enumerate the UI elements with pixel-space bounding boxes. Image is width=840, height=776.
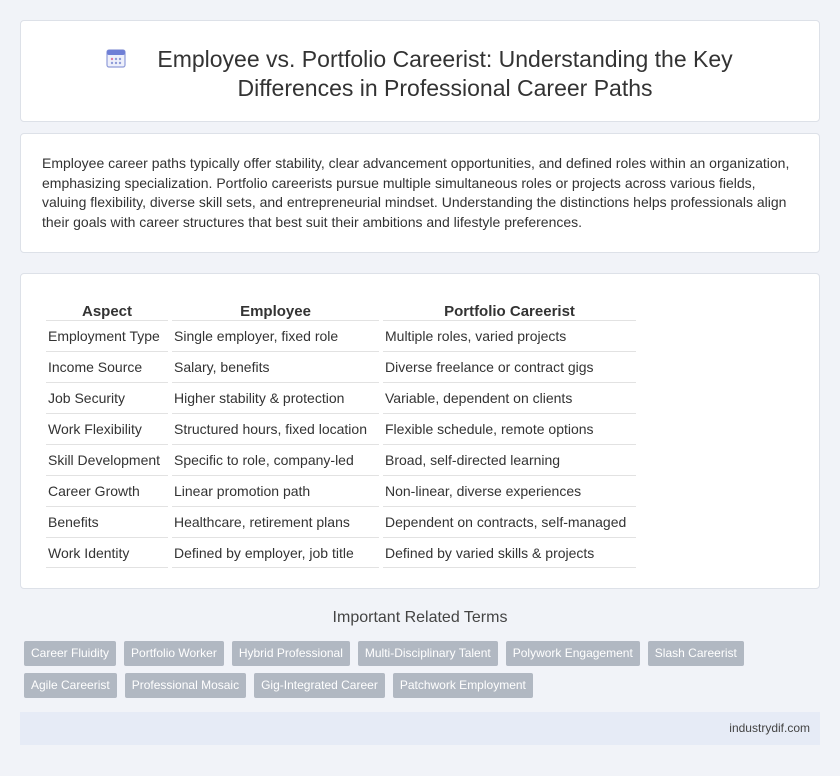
tag-patchwork-employment[interactable]: Patchwork Employment	[393, 673, 533, 698]
table-row	[46, 475, 636, 506]
page-title: Employee vs. Portfolio Careerist: Understanding the Key Differences in Professional Career Paths	[157, 46, 733, 101]
title-card	[20, 20, 820, 122]
tag-slash-careerist[interactable]: Slash Careerist	[648, 641, 744, 666]
table-row	[46, 444, 636, 475]
tag-agile-careerist[interactable]: Agile Careerist	[24, 673, 117, 698]
cell-portfolio: Dependent on contracts, self-managed	[383, 506, 636, 537]
tag-multi-disciplinary-talent[interactable]: Multi-Disciplinary Talent	[358, 641, 498, 666]
table-row	[46, 506, 636, 537]
footer	[20, 712, 820, 745]
cell-aspect: Work Identity	[46, 537, 168, 568]
related-terms-list	[24, 641, 784, 705]
table-row	[46, 537, 636, 568]
cell-portfolio: Flexible schedule, remote options	[383, 413, 636, 444]
cell-employee: Defined by employer, job title	[172, 537, 379, 568]
tag-gig-integrated-career[interactable]: Gig-Integrated Career	[254, 673, 385, 698]
cell-portfolio: Diverse freelance or contract gigs	[383, 351, 636, 382]
intro-card	[20, 133, 820, 253]
header-aspect: Aspect	[81, 303, 133, 320]
table-row	[46, 382, 636, 413]
comparison-table	[42, 294, 640, 568]
header-employee: Employee	[240, 303, 311, 320]
cell-employee: Single employer, fixed role	[172, 320, 379, 351]
cell-employee: Salary, benefits	[172, 351, 379, 382]
tag-professional-mosaic[interactable]: Professional Mosaic	[125, 673, 246, 698]
intro-paragraph: Employee career paths typically offer stability, clear advancement opportunities, and defined roles within an organization, emphasizing specialization. Portfolio careerists pursue multiple simultaneous roles or projects across various fields, valuing flexibility, diverse skill sets, and entrepreneurial mindset. Understanding the distinctions helps professionals align their goals with career structures that best suit their ambitions and lifestyle preferences.	[42, 155, 790, 230]
cell-employee: Linear promotion path	[172, 475, 379, 506]
footer-site-link[interactable]: industrydif.com	[729, 721, 810, 735]
tag-career-fluidity[interactable]: Career Fluidity	[24, 641, 116, 666]
tag-portfolio-worker[interactable]: Portfolio Worker	[124, 641, 224, 666]
cell-aspect: Job Security	[46, 382, 168, 413]
cell-portfolio: Non-linear, diverse experiences	[383, 475, 636, 506]
table-row	[46, 320, 636, 351]
tag-polywork-engagement[interactable]: Polywork Engagement	[506, 641, 640, 666]
cell-employee: Specific to role, company-led	[172, 444, 379, 475]
table-row	[46, 351, 636, 382]
cell-aspect: Income Source	[46, 351, 168, 382]
header-portfolio-careerist: Portfolio Careerist	[444, 303, 575, 320]
comparison-card	[20, 273, 820, 589]
cell-employee: Higher stability & protection	[172, 382, 379, 413]
table-row	[46, 413, 636, 444]
cell-portfolio: Defined by varied skills & projects	[383, 537, 636, 568]
cell-aspect: Work Flexibility	[46, 413, 168, 444]
tag-hybrid-professional[interactable]: Hybrid Professional	[232, 641, 350, 666]
cell-portfolio: Multiple roles, varied projects	[383, 320, 636, 351]
related-terms-title: Important Related Terms	[332, 609, 508, 626]
cell-aspect: Employment Type	[46, 320, 168, 351]
cell-aspect: Career Growth	[46, 475, 168, 506]
cell-portfolio: Broad, self-directed learning	[383, 444, 636, 475]
table-header-row	[46, 294, 636, 320]
cell-aspect: Benefits	[46, 506, 168, 537]
cell-employee: Structured hours, fixed location	[172, 413, 379, 444]
cell-aspect: Skill Development	[46, 444, 168, 475]
cell-portfolio: Variable, dependent on clients	[383, 382, 636, 413]
cell-employee: Healthcare, retirement plans	[172, 506, 379, 537]
